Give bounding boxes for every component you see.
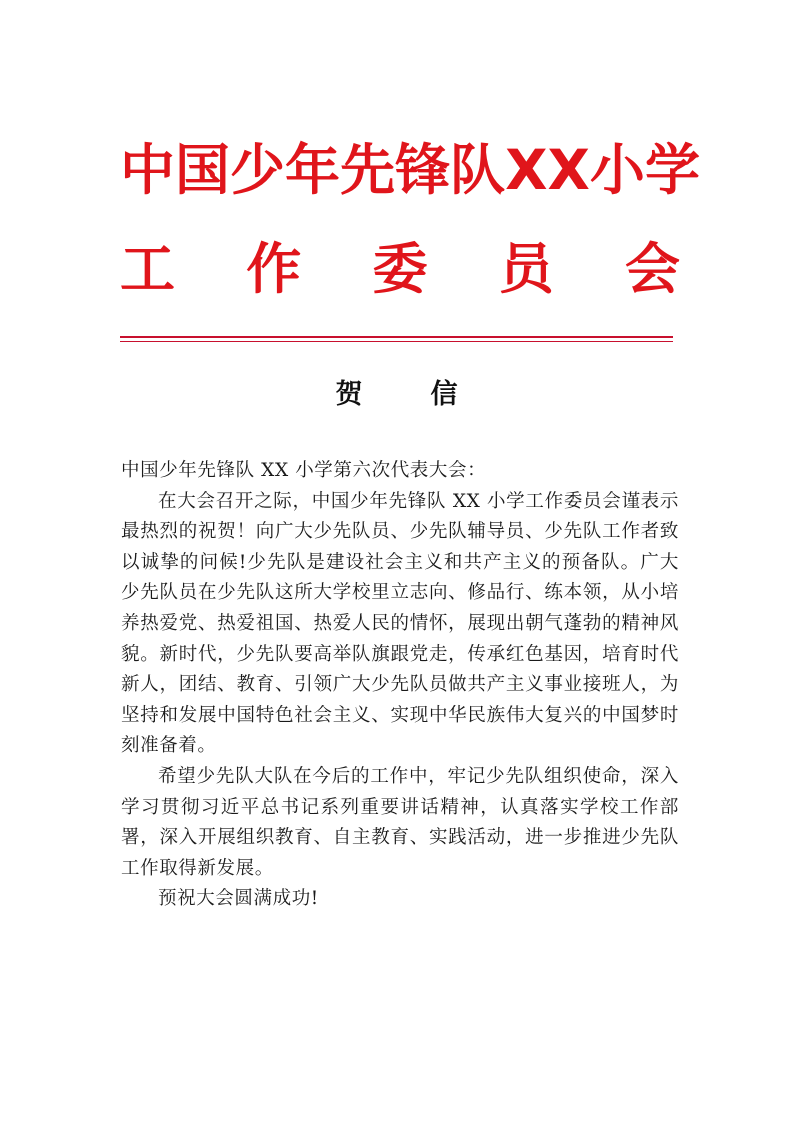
letterhead-char: 学	[644, 137, 700, 202]
letter-salutation: 中国少年先锋队 XX 小学第六次代表大会：	[121, 460, 487, 481]
letterhead-char: 工	[120, 236, 176, 301]
letterhead-divider-thin	[120, 341, 673, 342]
letterhead-char: 国	[175, 137, 231, 202]
letterhead-char: 队	[450, 137, 506, 202]
letterhead-char: 中	[120, 137, 176, 202]
letterhead-char: 锋	[395, 137, 451, 202]
letterhead-char: 年	[285, 137, 341, 202]
letter-paragraph-1: 在大会召开之际，中国少年先锋队 XX 小学工作委员会谨表示最热烈的祝贺！向广大少先队员、少先队辅导员、少先队工作者致以诚挚的问候!少先队是建设社会主义和共产主义的预备队。广大少先队员在少先队这所大学校里立志向、修品行、练本领，从小培养热爱党、热爱祖国、热爱人民的情怀，展现出朝气蓬勃的精神风貌。新时代，少先队要高举队旗跟党走，传承红色基因，培育时代新人，团结、教育、引领广大少先队员做共产主义事业接班人，为坚持和发展中国特色社会主义、实现中华民族伟大复兴的中国梦时刻准备着。	[121, 490, 679, 757]
letter-title-char: 信	[430, 379, 458, 410]
letterhead-char: 委	[372, 236, 428, 301]
letterhead-char: 员	[498, 236, 554, 301]
letter-title	[0, 372, 793, 411]
letter-closing: 预祝大会圆满成功!	[158, 888, 319, 910]
letterhead-char: X	[547, 137, 590, 202]
letterhead-char: X	[505, 137, 548, 202]
letterhead-char: 作	[246, 236, 302, 301]
letterhead-organization-line	[120, 135, 700, 205]
letterhead-char: 会	[624, 236, 680, 301]
letter-title-char: 贺	[335, 379, 363, 410]
letterhead-committee-line	[120, 234, 680, 304]
letterhead-char: 少	[230, 137, 286, 202]
letterhead-char: 小	[589, 137, 645, 202]
letterhead-char: 先	[340, 137, 396, 202]
letter-body	[121, 456, 679, 915]
letter-paragraph-2: 希望少先队大队在今后的工作中，牢记少先队组织使命，深入学习贯彻习近平总书记系列重要讲话精神，认真落实学校工作部署，深入开展组织教育、自主教育、实践活动，进一步推进少先队工作取得新发展。	[121, 765, 679, 879]
letterhead-divider-thick	[120, 336, 673, 338]
